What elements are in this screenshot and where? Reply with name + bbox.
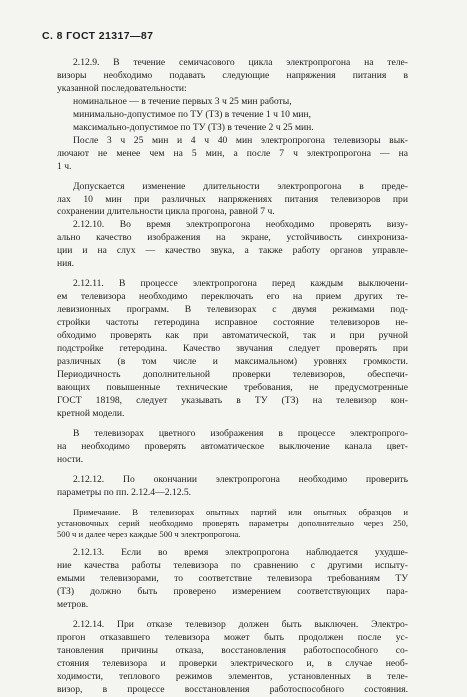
text-line: подстройке гетеродина. Качество звучания следует проверять при xyxy=(57,343,408,355)
text-line: 2.12.12. По окончании электропрогона необходимо проверить xyxy=(73,473,408,485)
text-line: установочных серий необходимо проверять параметры дополнительно через 250, xyxy=(57,517,408,528)
text-line: прогон отказавшего телевизора может быть продолжен после ус- xyxy=(57,631,408,643)
text-line: ции и на слух — качество звука, а также работу органов управле- xyxy=(57,245,408,257)
text-line: Допускается изменение длительности электропрогона в преде- xyxy=(73,180,408,192)
text-line: номинальное — в течение первых 3 ч 25 мин работы, xyxy=(73,95,292,107)
text-line: ально качество изображения на экране, устойчивость синхрониза- xyxy=(57,232,408,244)
text-line: максимально-допустимое по ТУ (ТЗ) в течение 2 ч 25 мин. xyxy=(73,121,314,133)
text-line: 2.12.9. В течение семичасового цикла электропрогона на теле- xyxy=(73,57,408,68)
text-line: ния. xyxy=(57,258,75,270)
text-line: ние качества работы телевизора по сравнению с другими испыту- xyxy=(57,560,408,572)
text-line: тановления причины отказа, восстановления работоспособного со- xyxy=(57,644,408,656)
text-line: 2.12.10. Во время электропрогона необходимо проверять визу- xyxy=(73,219,408,231)
text-line: стройки частоты гетеродина исправное состояние телевизоров не- xyxy=(57,317,408,329)
text-line: минимально-допустимое по ТУ (ТЗ) в течение 1 ч 10 мин, xyxy=(73,108,312,120)
document-body xyxy=(57,57,408,697)
text-line: указанной последовательности: xyxy=(57,82,187,94)
text-line: стояния телевизора и проверки электрического и, в случае необ- xyxy=(57,657,408,669)
text-line: лах 10 мин при различных напряжениях питания телевизоров при xyxy=(57,193,408,205)
text-line: ности. xyxy=(57,453,84,465)
text-line: Примечание. В телевизорах опытных партий или опытных образцов и xyxy=(73,506,408,517)
text-line: вающих повышенные технические требования, не предусмотренные xyxy=(57,381,408,393)
text-line: В телевизорах цветного изображения в процессе электропрого- xyxy=(73,427,408,439)
text-line: параметры по пп. 2.12.4—2.12.5. xyxy=(57,486,192,498)
text-line: кретной модели. xyxy=(57,407,125,419)
text-line: 2.12.13. Если во время электропрогона наблюдается ухудше- xyxy=(73,547,408,559)
text-line: метров. xyxy=(57,598,89,610)
text-line: различных (в том числе и максимальном) уровнях громкости. xyxy=(57,355,408,367)
text-line: визоры необходимо подавать следующие напряжения питания в xyxy=(57,69,408,81)
text-line: сохранении длительности цикла прогона, равной 7 ч. xyxy=(57,206,275,218)
text-line: лючают не менее чем на 5 мин, а после 7 ч электропрогона — на xyxy=(57,147,408,159)
text-line: ГОСТ 18198, следует указывать в ТУ (ТЗ) на телевизор кон- xyxy=(57,394,408,406)
text-line: обходимо проверять как при автоматической, так и при ручной xyxy=(57,330,408,342)
text-line: 500 ч и далее через каждые 500 ч электропрогона. xyxy=(57,528,241,539)
page-header: С. 8 ГОСТ 21317—87 xyxy=(42,30,154,42)
text-line: (ТЗ) должно быть проверено измерением соответствующих пара- xyxy=(57,585,408,597)
text-line: визор, в процессе восстановления работоспособного состояния. xyxy=(57,683,408,695)
text-line: После 3 ч 25 мин и 4 ч 40 мин электропрогона телевизоры вык- xyxy=(73,134,408,146)
text-line: Периодичность дополнительной проверки телевизоров, обеспечи- xyxy=(57,368,408,380)
text-line: на необходимо проверять автоматическое выключение канала цвет- xyxy=(57,440,408,452)
text-line: емыми телевизорами, то соответствие телевизора требованиям ТУ xyxy=(57,573,408,585)
text-line: ем телевизора необходимо переключать его на прием других те- xyxy=(57,291,408,303)
text-line: ходимости, теплового режимов элементов, установленных в теле- xyxy=(57,670,408,682)
text-line: 2.12.11. В процессе электропрогона перед каждым выключени- xyxy=(73,278,408,290)
text-line: 1 ч. xyxy=(57,160,72,172)
text-line: левизионных программ. В телевизорах с двумя режимами под- xyxy=(57,304,408,316)
text-line: 2.12.14. При отказе телевизор должен быть выключен. Электро- xyxy=(73,618,408,630)
